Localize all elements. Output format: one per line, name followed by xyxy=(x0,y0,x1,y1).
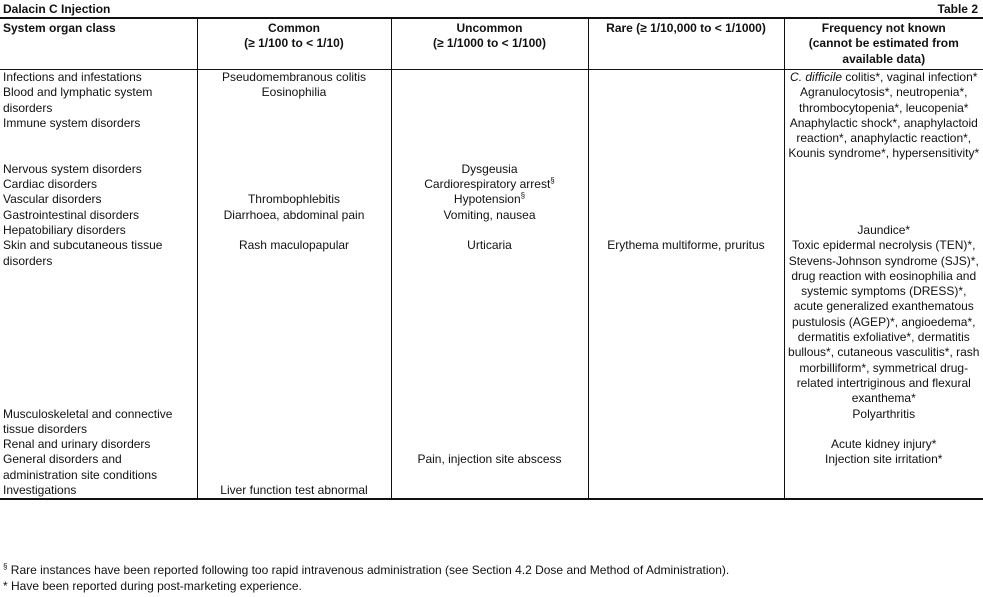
cell-frequency-unknown xyxy=(784,85,983,116)
rare-reaction: Erythema multiforme, pruritus xyxy=(607,238,765,253)
cell-frequency-unknown xyxy=(784,238,983,406)
cell-rare xyxy=(588,407,784,438)
cell-system-organ-class xyxy=(0,192,197,207)
cell-common xyxy=(197,223,391,238)
cell-frequency-unknown xyxy=(784,177,983,192)
cell-rare xyxy=(588,116,784,162)
cell-uncommon xyxy=(391,208,588,223)
unknown-frequency-reaction: colitis*, vaginal infection* xyxy=(842,70,978,84)
cell-frequency-unknown xyxy=(784,437,983,452)
cell-common xyxy=(197,116,391,162)
cell-common xyxy=(197,85,391,116)
unknown-frequency-reaction: Injection site irritation* xyxy=(825,452,943,467)
unknown-frequency-reaction: Anaphylactic shock*, anaphylactoid reaction*, anaphylactic reaction*, Kounis syndrome*, hypersensitivity* xyxy=(788,115,980,161)
cell-rare xyxy=(588,223,784,238)
footnote-mark: § xyxy=(520,191,526,201)
cell-common xyxy=(197,162,391,177)
system-organ-class-label: Skin and subcutaneous tissue disorders xyxy=(3,238,163,268)
cell-frequency-unknown xyxy=(784,452,983,483)
cell-uncommon xyxy=(391,70,588,86)
system-organ-class-label: Cardiac disorders xyxy=(3,177,98,192)
system-organ-class-label: Hepatobiliary disorders xyxy=(3,222,126,237)
common-reaction: Rash maculopapular xyxy=(238,238,350,253)
cell-uncommon xyxy=(391,223,588,238)
cell-system-organ-class xyxy=(0,70,197,86)
system-organ-class-label: Vascular disorders xyxy=(3,192,102,207)
cell-rare xyxy=(588,177,784,192)
unknown-frequency-reaction: Toxic epidermal necrolysis (TEN)*, Stevens-Johnson syndrome (SJS)*, drug reaction with eosinophilia and systemic symptoms (DRESS)*, acute generalized exanthematous pustulosis (AGEP)*, angioedema*, dermatitis exfoliative*, dermatitis bullous*, cutaneous vasculitis*, rash morbilliform*, symmetrical drug-related intertriginous and flexural exanthema* xyxy=(788,238,980,406)
cell-uncommon xyxy=(391,177,588,192)
cell-system-organ-class xyxy=(0,223,197,238)
cell-frequency-unknown xyxy=(784,407,983,438)
system-organ-class-label: Musculoskeletal and connective tissue disorders xyxy=(3,406,173,436)
footnote-asterisk: * Have been reported during post-marketing experience. xyxy=(3,578,302,593)
cell-rare xyxy=(588,437,784,452)
document-title: Dalacin C Injection xyxy=(3,2,111,16)
cell-system-organ-class xyxy=(0,208,197,223)
table-row xyxy=(0,85,983,116)
cell-common xyxy=(197,177,391,192)
cell-common xyxy=(197,70,391,86)
cell-rare xyxy=(588,483,784,499)
cell-uncommon xyxy=(391,116,588,162)
cell-common xyxy=(197,238,391,406)
system-organ-class-label: Renal and urinary disorders xyxy=(3,437,151,452)
cell-system-organ-class xyxy=(0,116,197,162)
cell-uncommon xyxy=(391,85,588,116)
cell-common xyxy=(197,483,391,499)
table-row xyxy=(0,192,983,207)
system-organ-class-label: Investigations xyxy=(3,483,77,498)
column-header-rare: Rare (≥ 1/10,000 to < 1/1000) xyxy=(588,18,784,70)
cell-uncommon xyxy=(391,452,588,483)
uncommon-reaction: Vomiting, nausea xyxy=(443,207,536,222)
uncommon-reaction: Urticaria xyxy=(467,238,512,253)
cell-uncommon xyxy=(391,238,588,406)
column-header-common: Common (≥ 1/100 to < 1/10) xyxy=(197,18,391,70)
footnotes xyxy=(3,563,729,594)
table-header-row xyxy=(0,18,983,70)
cell-system-organ-class xyxy=(0,162,197,177)
common-reaction: Thrombophlebitis xyxy=(247,192,341,207)
cell-rare xyxy=(588,85,784,116)
organism-name: C. difficile xyxy=(790,70,843,84)
cell-uncommon xyxy=(391,192,588,207)
cell-frequency-unknown xyxy=(784,192,983,207)
common-reaction: Eosinophilia xyxy=(261,85,327,100)
table-row xyxy=(0,177,983,192)
uncommon-reaction: Cardiorespiratory arrest xyxy=(424,177,551,192)
common-reaction: Liver function test abnormal xyxy=(220,483,368,498)
column-header-soc: System organ class xyxy=(0,18,197,70)
cell-rare xyxy=(588,70,784,86)
cell-frequency-unknown xyxy=(784,483,983,499)
cell-common xyxy=(197,208,391,223)
system-organ-class-label: Gastrointestinal disorders xyxy=(3,207,140,222)
cell-common xyxy=(197,437,391,452)
cell-frequency-unknown xyxy=(784,208,983,223)
cell-rare xyxy=(588,238,784,406)
column-header-uncommon: Uncommon (≥ 1/1000 to < 1/100) xyxy=(391,18,588,70)
cell-system-organ-class xyxy=(0,238,197,406)
table-row xyxy=(0,70,983,86)
system-organ-class-label: Immune system disorders xyxy=(3,115,141,130)
table-row xyxy=(0,208,983,223)
system-organ-class-label: Blood and lymphatic system disorders xyxy=(3,85,153,115)
uncommon-reaction: Dysgeusia xyxy=(461,161,518,176)
adverse-reactions-table xyxy=(0,17,983,500)
unknown-frequency-reaction: Jaundice* xyxy=(857,222,911,237)
cell-system-organ-class xyxy=(0,483,197,499)
common-reaction: Diarrhoea, abdominal pain xyxy=(223,207,365,222)
system-organ-class-label: General disorders and administration site conditions xyxy=(3,452,158,482)
common-reaction: Pseudomembranous colitis xyxy=(221,70,367,84)
cell-system-organ-class xyxy=(0,437,197,452)
cell-uncommon xyxy=(391,162,588,177)
cell-rare xyxy=(588,162,784,177)
cell-common xyxy=(197,192,391,207)
cell-rare xyxy=(588,208,784,223)
cell-frequency-unknown xyxy=(784,116,983,162)
table-row xyxy=(0,238,983,406)
cell-system-organ-class xyxy=(0,85,197,116)
table-body xyxy=(0,70,983,500)
unknown-frequency-reaction: Agranulocytosis*, neutropenia*, thrombocytopenia*, leucopenia* xyxy=(799,85,969,115)
cell-common xyxy=(197,407,391,438)
cell-uncommon xyxy=(391,483,588,499)
cell-rare xyxy=(588,192,784,207)
cell-uncommon xyxy=(391,407,588,438)
system-organ-class-label: Infections and infestations xyxy=(3,70,142,84)
unknown-frequency-reaction: Polyarthritis xyxy=(852,406,916,421)
footnote-section: § Rare instances have been reported following too rapid intravenous administration (see Section 4.2 Dose and Method of Administration). xyxy=(3,562,730,577)
table-row xyxy=(0,452,983,483)
table-row xyxy=(0,483,983,499)
cell-frequency-unknown xyxy=(784,223,983,238)
cell-system-organ-class xyxy=(0,177,197,192)
cell-frequency-unknown xyxy=(784,70,983,86)
uncommon-reaction: Pain, injection site abscess xyxy=(417,452,562,467)
table-row xyxy=(0,162,983,177)
cell-system-organ-class xyxy=(0,452,197,483)
cell-system-organ-class xyxy=(0,407,197,438)
uncommon-reaction: Hypotension xyxy=(453,192,521,207)
unknown-frequency-reaction: Acute kidney injury* xyxy=(831,437,937,452)
cell-common xyxy=(197,452,391,483)
table-title-bar xyxy=(0,2,981,17)
system-organ-class-label: Nervous system disorders xyxy=(3,161,142,176)
table-row xyxy=(0,437,983,452)
cell-frequency-unknown xyxy=(784,162,983,177)
column-header-unknown: Frequency not known (cannot be estimated from available data) xyxy=(784,18,983,70)
table-row xyxy=(0,223,983,238)
table-row xyxy=(0,116,983,162)
table-row xyxy=(0,407,983,438)
cell-rare xyxy=(588,452,784,483)
table-number: Table 2 xyxy=(937,2,978,16)
footnote-mark: § xyxy=(550,176,555,186)
cell-uncommon xyxy=(391,437,588,452)
